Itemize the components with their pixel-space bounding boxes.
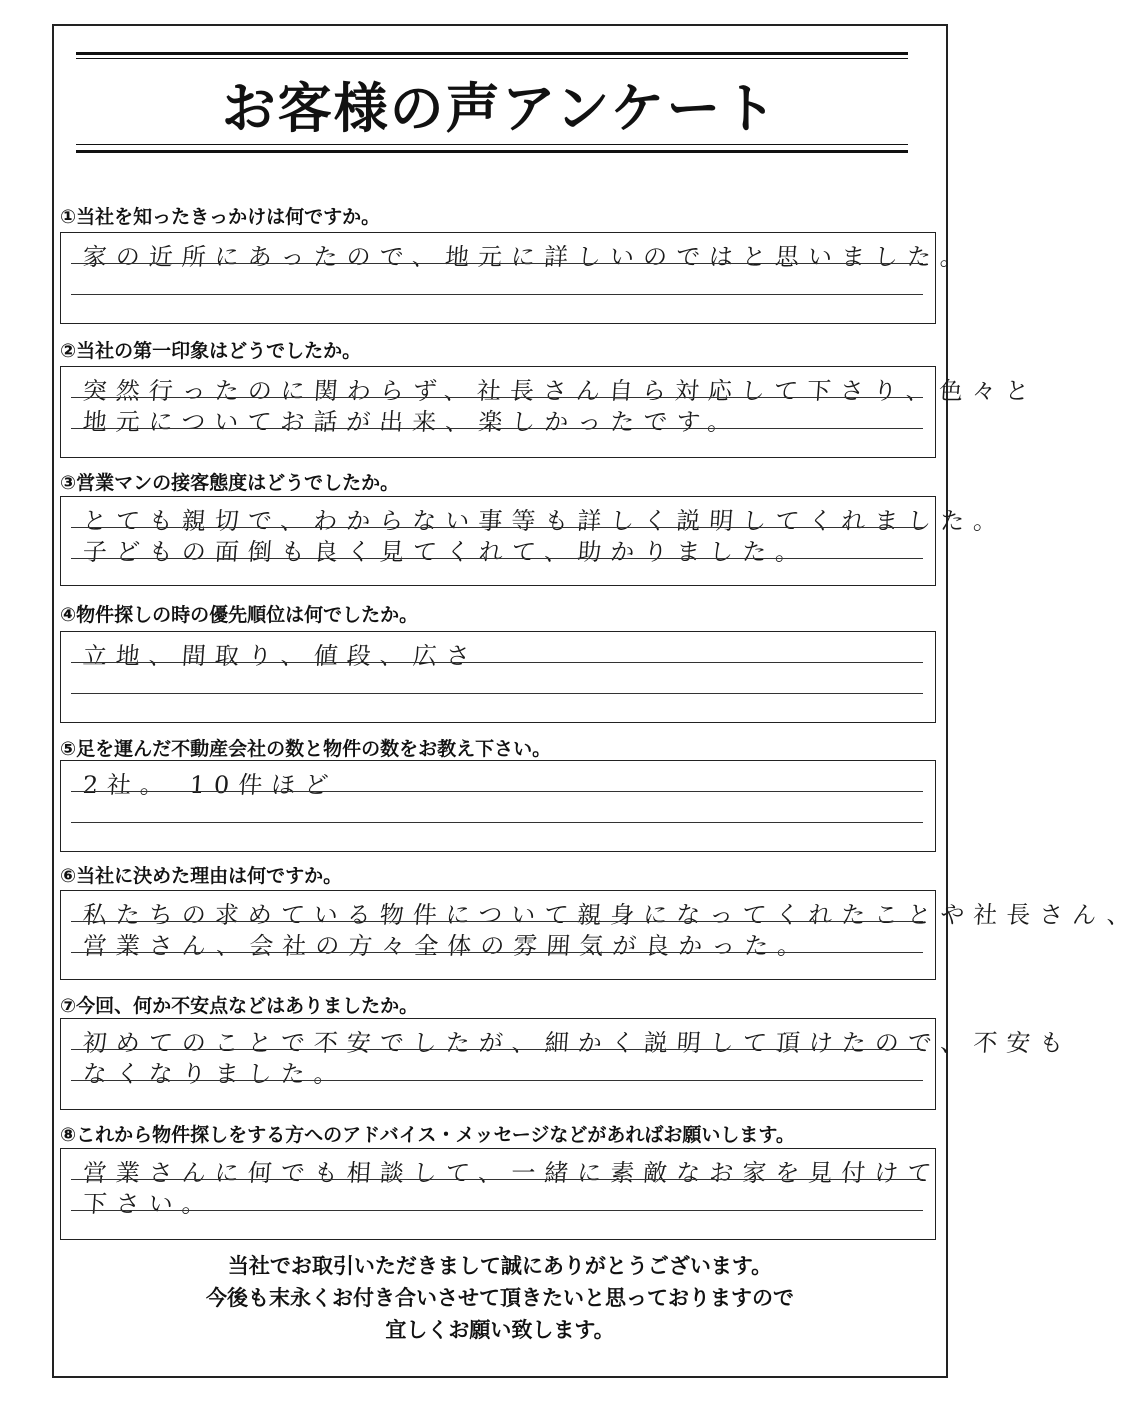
title-rule-bottom (76, 150, 908, 153)
closing-line-3: 宜しくお願い致します。 (385, 1318, 615, 1342)
writing-line (71, 527, 923, 528)
question-4-answer-line-1: 立地、間取り、値段、広さ (81, 642, 480, 670)
writing-line (71, 263, 923, 264)
writing-line (71, 952, 923, 953)
writing-line (71, 1179, 923, 1180)
writing-line (71, 558, 923, 559)
writing-line (71, 397, 923, 398)
question-7-label: ⑦今回、何か不安点などはありましたか。 (60, 995, 419, 1017)
question-6-answer-line-1: 私たちの求めている物件について親身になってくれたことや社長さん、 (81, 901, 1141, 929)
writing-line (71, 921, 923, 922)
title-rule-top (76, 52, 908, 55)
writing-line (71, 428, 923, 429)
question-2-answer-line-2: 地元についてお話が出来、楽しかったです。 (81, 408, 742, 436)
question-4-label: ④物件探しの時の優先順位は何でしたか。 (60, 604, 419, 626)
question-5-label: ⑤足を運んだ不動産会社の数と物件の数をお教え下さい。 (60, 738, 552, 760)
writing-line (71, 294, 923, 295)
question-8-label: ⑧これから物件探しをする方へのアドバイス・メッセージなどがあればお願いします。 (60, 1124, 795, 1146)
question-7-answer-line-2: なくなりました。 (81, 1060, 348, 1088)
question-5-answer-line-1: 2社。 10件ほど (81, 771, 339, 799)
title-rule-top-thin (76, 58, 908, 59)
writing-line (71, 1080, 923, 1081)
question-3-answer-line-2: 子どもの面倒も良く見てくれて、助かりました。 (81, 538, 810, 566)
question-5-answer-box (60, 760, 936, 852)
question-1-answer-line-1: 家の近所にあったので、地元に詳しいのではと思いました。 (81, 243, 975, 271)
question-6-answer-box (60, 890, 1141, 980)
question-6-label: ⑥当社に決めた理由は何ですか。 (60, 865, 343, 887)
question-1-label: ①当社を知ったきっかけは何ですか。 (60, 206, 381, 228)
question-8-answer-box (60, 1148, 942, 1240)
writing-line (71, 662, 923, 663)
writing-line (71, 822, 923, 823)
question-3-answer-line-1: とても親切で、わからない事等も詳しく説明してくれました。 (81, 507, 1008, 535)
question-4-answer-box (60, 631, 936, 723)
question-3-label: ③営業マンの接客態度はどうでしたか。 (60, 472, 400, 494)
question-6-answer-line-2: 営業さん、会社の方々全体の雰囲気が良かった。 (81, 932, 812, 960)
closing-line-1: 当社でお取引いただきまして誠にありがとうございます。 (227, 1254, 773, 1278)
writing-line (71, 1049, 923, 1050)
question-2-answer-box (60, 366, 1039, 458)
closing-line-2: 今後も末永くお付き合いさせて頂きたいと思っておりますので (206, 1286, 794, 1310)
question-2-label: ②当社の第一印象はどうでしたか。 (60, 340, 362, 362)
page-title: お客様の声アンケート (221, 77, 779, 140)
question-8-answer-line-1: 営業さんに何でも相談して、一緒に素敵なお家を見付けて (81, 1159, 942, 1187)
question-2-answer-line-1: 突然行ったのに関わらず、社長さん自ら対応して下さり、色々と (81, 377, 1039, 405)
question-7-answer-box (60, 1018, 1074, 1110)
question-3-answer-box (60, 496, 1008, 586)
title-rule-bottom-thin (76, 144, 908, 145)
question-8-answer-line-2: 下さい。 (81, 1190, 216, 1218)
writing-line (71, 1210, 923, 1211)
question-7-answer-line-1: 初めてのことで不安でしたが、細かく説明して頂けたので、不安も (81, 1029, 1074, 1057)
writing-line (71, 693, 923, 694)
writing-line (71, 791, 923, 792)
question-1-answer-box (60, 232, 975, 324)
